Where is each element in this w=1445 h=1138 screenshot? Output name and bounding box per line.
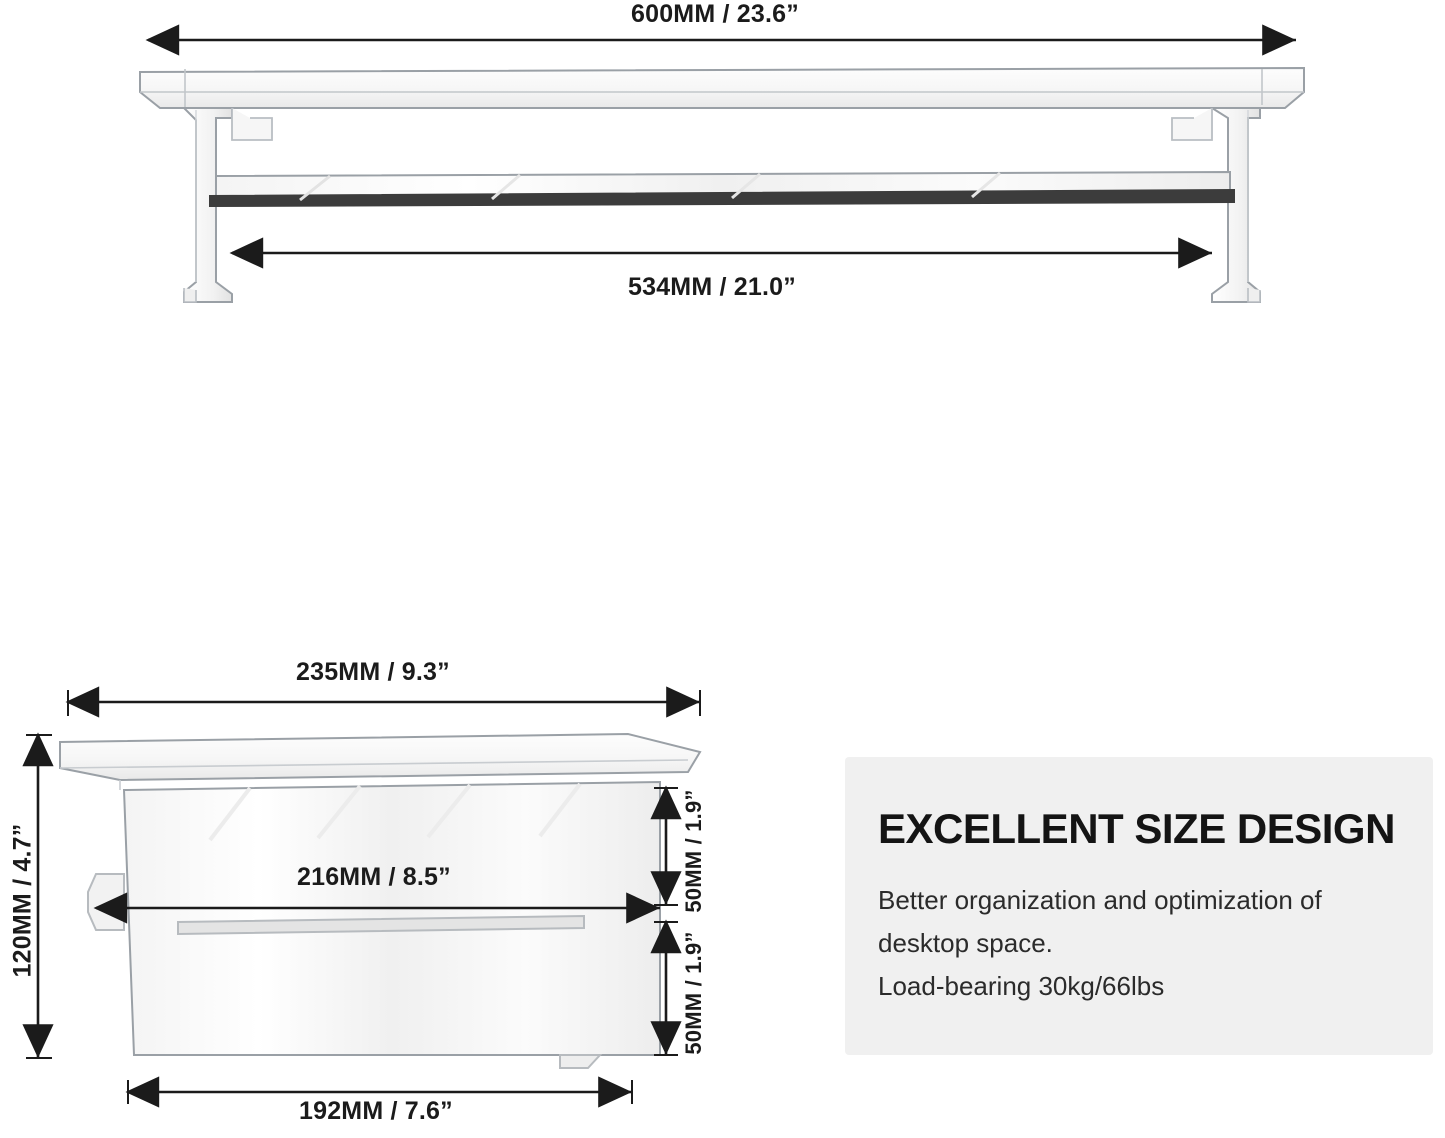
info-card bbox=[845, 757, 1433, 1055]
dimension-label-lower-gap: 50MM / 1.9” bbox=[681, 931, 706, 1055]
info-card-title: EXCELLENT SIZE DESIGN bbox=[878, 805, 1395, 852]
dimension-label-total-height: 120MM / 4.7” bbox=[8, 823, 37, 978]
dimension-label-base-depth: 192MM / 7.6” bbox=[299, 1097, 453, 1125]
riser-front-view bbox=[140, 68, 1304, 302]
info-card-body bbox=[878, 879, 1418, 1008]
dimension-label-inner-width: 534MM / 21.0” bbox=[628, 273, 796, 301]
info-card-line-3: Load-bearing 30kg/66lbs bbox=[878, 971, 1165, 1001]
dimension-label-top-depth: 235MM / 9.3” bbox=[296, 658, 450, 686]
dimension-label-top-width: 600MM / 23.6” bbox=[631, 0, 799, 28]
info-card-line-1: Better organization and optimization of bbox=[878, 885, 1322, 915]
info-card-line-2: desktop space. bbox=[878, 928, 1053, 958]
side-view-drawing bbox=[26, 690, 700, 1104]
dimension-label-upper-gap: 50MM / 1.9” bbox=[681, 789, 706, 913]
dimension-label-shelf-depth: 216MM / 8.5” bbox=[297, 863, 451, 891]
